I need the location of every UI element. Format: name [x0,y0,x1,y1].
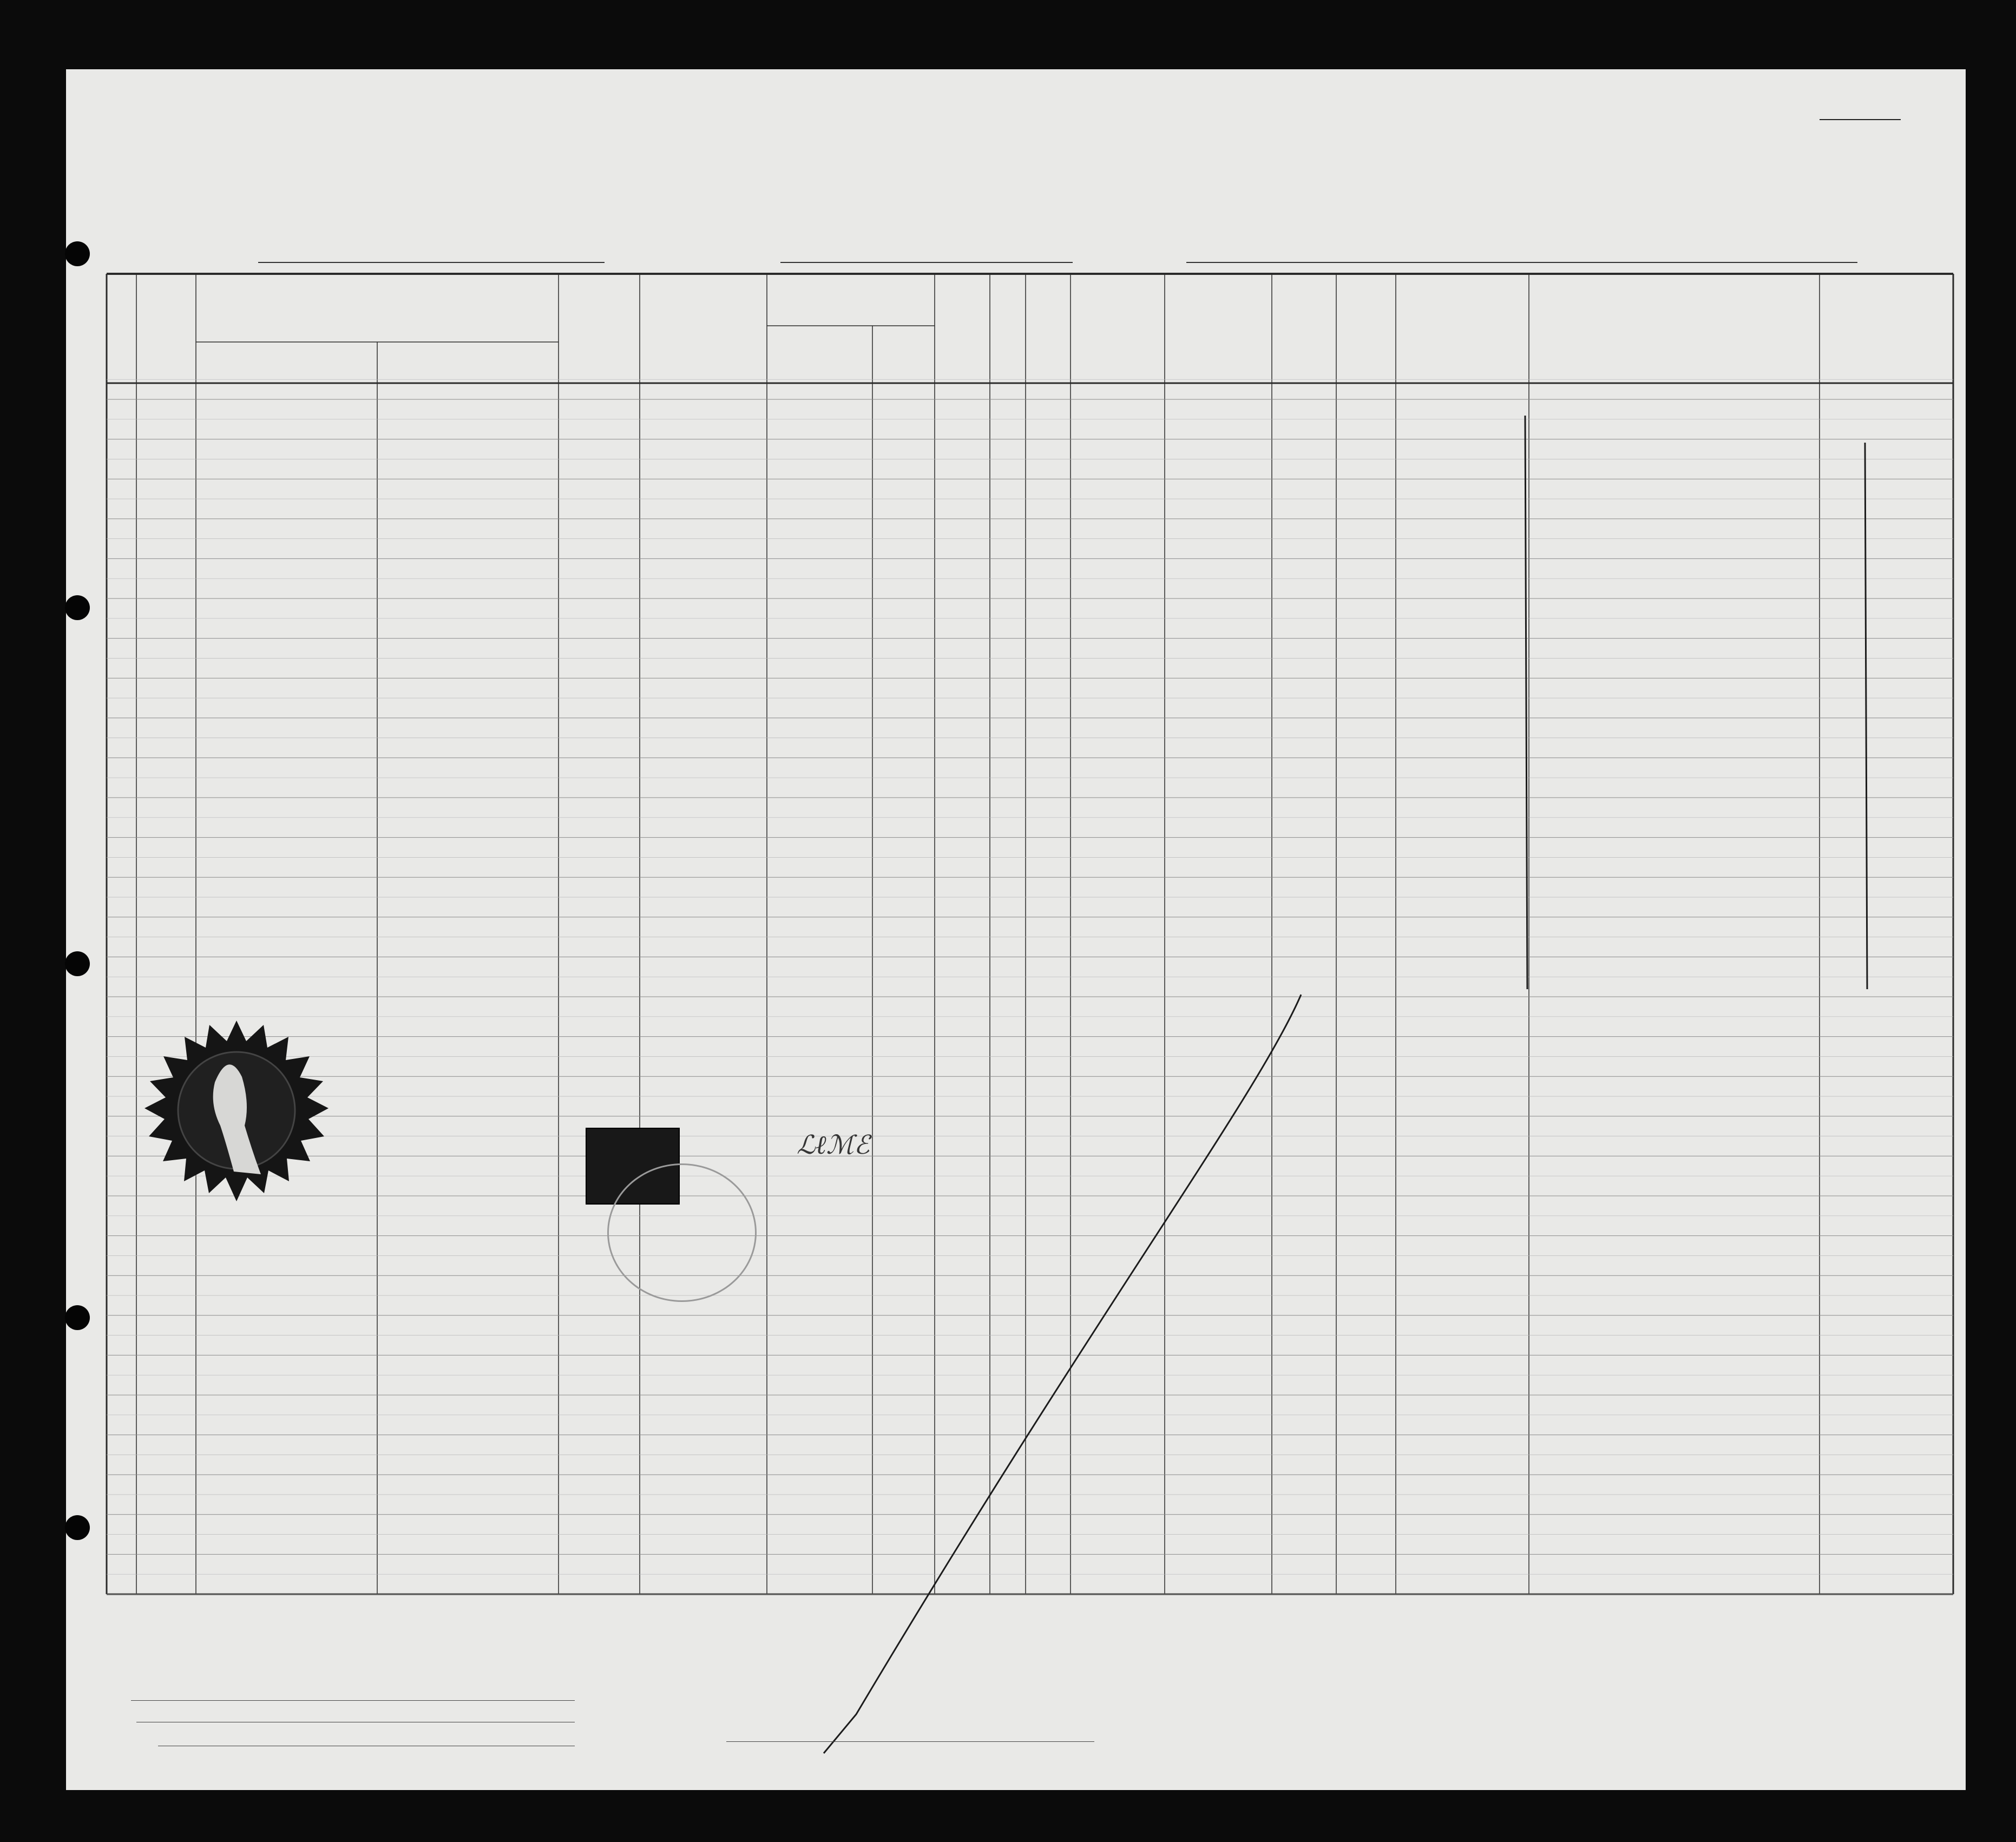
signature-scrawl: ℒℓℳℰ [797,1130,870,1160]
punch-hole [65,595,90,620]
punch-hole [65,1305,90,1330]
remarks-vertical-2 [1865,443,1867,989]
punch-hole [65,241,90,266]
remarks-vertical-1 [1525,416,1527,989]
cancel-stroke [824,995,1301,1753]
inspector-rule [726,1741,1094,1742]
punch-hole [65,951,90,976]
manifest-sheet [66,69,1966,1790]
line-rule [131,1700,575,1701]
cancel-line [66,69,1966,1790]
punch-hole [65,1515,90,1540]
